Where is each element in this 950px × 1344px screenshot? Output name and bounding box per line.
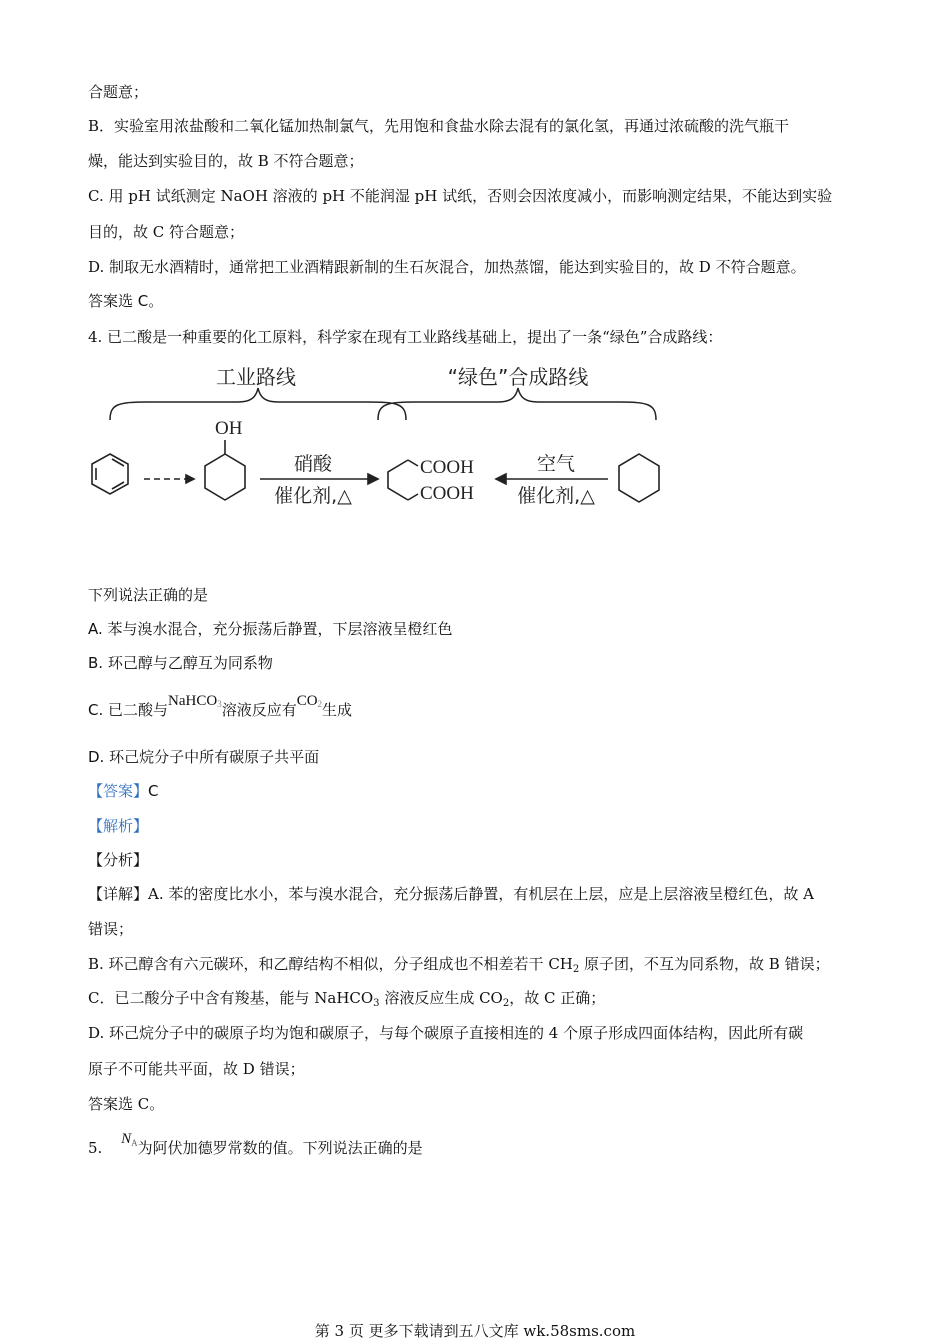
text-line: 合题意； (88, 83, 149, 101)
formula-nahco3: NaHCO$_3$ (168, 693, 222, 709)
answer-tag: 【答案】 (88, 782, 149, 800)
cooh-top: COOH (420, 457, 474, 478)
dashed-arrow (144, 475, 194, 483)
benzene-ring (92, 454, 128, 494)
detail-tag: 【详解】 (88, 885, 149, 903)
brace-green (378, 388, 656, 420)
adipic-acid-skeleton (388, 460, 418, 500)
question-5-number: 5. (88, 1139, 103, 1157)
final-answer: 答案选 C。 (88, 1095, 165, 1113)
answer-value: C (148, 782, 159, 800)
text-line: 答案选 C。 (88, 292, 164, 310)
industrial-route-label: 工业路线 (216, 365, 296, 389)
analysis-tag: 【解析】 (88, 817, 149, 835)
cyclohexane-ring (619, 454, 659, 502)
option-a: A. 苯与溴水混合，充分振荡后静置，下层溶液呈橙红色 (88, 620, 453, 638)
cyclohexanol (205, 440, 245, 500)
brace-industrial (110, 388, 406, 420)
reagent-catalyst-2: 催化剂,△ (517, 485, 595, 507)
answer-line (88, 781, 159, 801)
question-prompt: 下列说法正确的是 (88, 586, 209, 604)
green-route-label: “绿色”合成路线 (447, 365, 589, 389)
page-footer: 第 3 页 更多下载请到五八文库 wk.58sms.com (314, 1322, 636, 1340)
text-line: C. 用 pH 试纸测定 NaOH 溶液的 pH 不能润湿 pH 试纸，否则会因浓度减小，而影响测定结果，不能达到实验 (88, 187, 833, 205)
detail-a-line2: 错误； (88, 920, 134, 938)
reagent-air: 空气 (536, 453, 576, 475)
option-c-post: 生成 (322, 701, 353, 719)
detail-c: C．已二酸分子中含有羧基，能与 NaHCO$_3$ 溶液反应生成 $CO_2$，故 C 正确； (88, 989, 606, 1009)
option-d: D. 环己烷分子中所有碳原子共平面 (88, 748, 320, 766)
option-c-pre: C. 已二酸与 (88, 701, 169, 719)
na-symbol: $N_A$ (121, 1131, 138, 1148)
reaction-arrow-1 (260, 474, 378, 484)
text-line: B．实验室用浓盐酸和二氧化锰加热制氯气，先用饱和食盐水除去混有的氯化氢，再通过浓硫酸的洗气瓶干 (88, 117, 790, 135)
detail-d-line1: D. 环己烷分子中的碳原子均为饱和碳原子，与每个碳原子直接相连的 4 个原子形成四面体结构，因此所有碳 (88, 1024, 804, 1042)
formula-co2: $CO_2$ (296, 693, 323, 709)
question-5-text: 为阿伏加德罗常数的值。下列说法正确的是 (137, 1139, 423, 1157)
detail-a-line1: 【详解】A. 苯的密度比水小，苯与溴水混合，充分振荡后静置，有机层在上层，应是上层溶液呈橙红色，故 A (88, 885, 814, 903)
cooh-bottom: COOH (420, 483, 474, 504)
synthesis-route-diagram (88, 358, 678, 518)
detail-b: B. 环己醇含有六元碳环，和乙醇结构不相似，分子组成也不相差若干 $CH_2$ 原子团，不互为同系物，故 B 错误； (88, 955, 830, 975)
detail-d-line2: 原子不可能共平面，故 D 错误； (88, 1060, 305, 1078)
oh-label: OH (215, 418, 243, 439)
reagent-catalyst-1: 催化剂,△ (274, 485, 352, 507)
question-4-stem: 4. 已二酸是一种重要的化工原料，科学家在现有工业路线基础上，提出了一条“绿色”合成路线： (88, 328, 723, 346)
text-line: 燥，能达到实验目的，故 B 不符合题意； (88, 152, 364, 170)
option-c-mid: 溶液反应有 (221, 701, 297, 719)
question-5-stem (88, 1131, 423, 1163)
option-c (88, 693, 353, 724)
fenxi-tag: 【分析】 (88, 851, 149, 869)
text-line: D. 制取无水酒精时，通常把工业酒精跟新制的生石灰混合，加热蒸馏，能达到实验目的，故 D 不符合题意。 (88, 258, 806, 276)
reagent-nitric-acid: 硝酸 (293, 453, 333, 475)
text-line: 目的，故 C 符合题意； (88, 223, 245, 241)
option-b: B. 环己醇与乙醇互为同系物 (88, 654, 273, 672)
reaction-arrow-2 (496, 474, 608, 484)
